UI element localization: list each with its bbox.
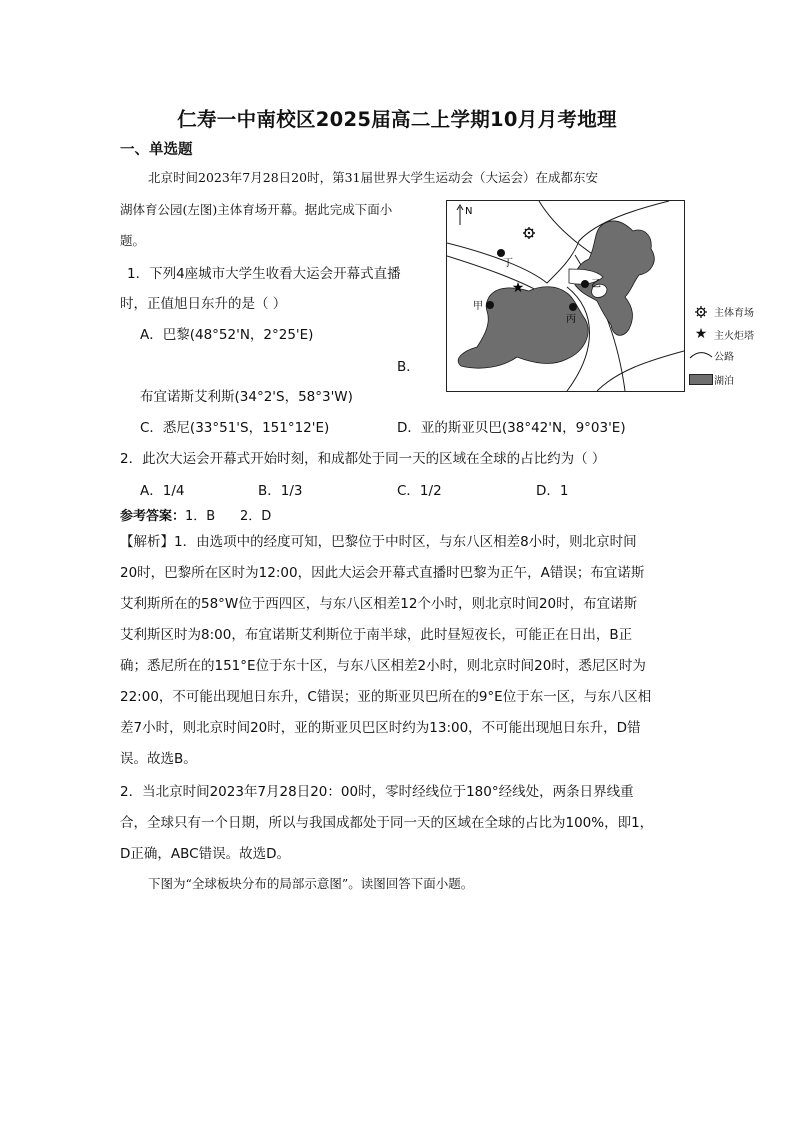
point-yi <box>581 280 589 288</box>
answer-line <box>120 505 271 524</box>
q2-option-c: C．1/2 <box>397 483 442 499</box>
point-ding <box>497 249 505 257</box>
explanation-label: 【解析】 <box>120 534 174 550</box>
legend-item-torch <box>688 326 754 342</box>
explanation-text: 1．由选项中的经度可知，巴黎位于中时区，与东八区相差8小时，则北京时间 <box>174 534 637 550</box>
q2-option-d: D．1 <box>536 483 569 499</box>
stadium-icon <box>523 227 535 239</box>
label-yi: 乙 <box>591 279 601 290</box>
q2-option-a: A．1/4 <box>140 483 185 499</box>
lake-icon <box>688 374 714 385</box>
road-southeast <box>597 351 684 391</box>
explanation-line: 差7小时，则北京时间20时，亚的斯亚贝巴区时约为13:00，不可能出现旭日东升，D错 <box>120 720 641 736</box>
torch-tower-icon: ★ <box>511 280 525 296</box>
explanation-line: 22:00，不可能出现旭日东升，C错误；亚的斯亚贝巴所在的9°E位于东一区，与东八区相 <box>120 689 652 705</box>
q1-stem-line-1: 1．下列4座城市大学生收看大运会开幕式直播 <box>127 266 401 282</box>
legend-label: 公路 <box>714 352 734 363</box>
map-canvas <box>447 201 684 391</box>
q1-option-a: A．巴黎(48°52'N，2°25'E) <box>140 327 314 343</box>
page-title: 仁寿一中南校区2025届高二上学期10月月考地理 <box>177 108 617 131</box>
stadium-icon <box>688 305 714 319</box>
answer-text: 1．B 2．D <box>185 509 272 524</box>
explanation-line: 2．当北京时间2023年7月28日20：00时，零时经线位于180°经线处，两条日界线重 <box>120 784 634 800</box>
explanation-line: 艾利斯所在的58°W位于西四区，与东八区相差12个小时，则北京时间20时，布宜诺斯 <box>120 596 638 612</box>
q1-stem-line-2: 时，正值旭日东升的是（ ） <box>120 296 287 312</box>
explanation-line: 艾利斯区时为8:00，布宜诺斯艾利斯位于南半球，此时昼短夜长，可能正在日出，B正 <box>120 627 633 643</box>
intro-line-1: 北京时间2023年7月28日20时，第31届世界大学生运动会（大运会）在成都东安 <box>148 170 598 185</box>
label-jia: 甲 <box>473 301 483 312</box>
label-bing: 丙 <box>566 314 576 325</box>
explanation-line-1 <box>120 530 637 550</box>
intro-line-2: 湖体育公园(左图)主体育场开幕。据此完成下面小 <box>120 202 393 217</box>
section-heading: 一、单选题 <box>120 142 193 158</box>
main-lake <box>458 287 588 368</box>
road-icon <box>688 351 714 361</box>
q1-option-b-label: B． <box>397 359 420 375</box>
explanation-line: 确；悉尼所在的151°E位于东十区，与东八区相差2小时，则北京时间20时，悉尼区时为 <box>120 658 646 674</box>
explanation-line: 合，全球只有一个日期，所以与我国成都处于同一天的区域在全球的占比为100%，即1， <box>120 815 654 831</box>
q1-option-d: D．亚的斯亚贝巴(38°42'N，9°03'E) <box>397 420 626 436</box>
q2-stem: 2．此次大运会开幕式开始时刻，和成都处于同一天的区域在全球的占比约为（ ） <box>120 451 606 467</box>
explanation-line: 20时，巴黎所在区时为12:00，因此大运会开幕式直播时巴黎为正午，A错误；布宜诺斯 <box>120 565 645 581</box>
legend-item-lake <box>688 372 734 387</box>
q1-option-c: C．悉尼(33°51'S，151°12'E) <box>140 420 330 436</box>
point-jia <box>486 301 494 309</box>
q2-option-b: B．1/3 <box>258 483 303 499</box>
intro-line-3: 题。 <box>120 233 146 248</box>
lake-park-map <box>446 200 685 392</box>
q1-option-b-text: 布宜诺斯艾利斯(34°2'S，58°3'W) <box>140 389 353 405</box>
legend-item-stadium <box>688 304 754 319</box>
road-west <box>447 256 542 293</box>
label-ding: 丁 <box>503 258 513 269</box>
legend-label: 主体育场 <box>714 308 754 319</box>
explanation-line: 误。故选B。 <box>120 751 197 767</box>
torch-tower-icon: ★ <box>694 326 708 342</box>
legend-label: 主火炬塔 <box>714 330 754 342</box>
legend-item-road <box>688 348 734 363</box>
next-question-intro: 下图为“全球板块分布的局部示意图”。读图回答下面小题。 <box>148 876 474 891</box>
point-bing <box>569 303 577 311</box>
legend-label: 湖泊 <box>714 376 734 387</box>
answer-label: 参考答案： <box>120 509 186 524</box>
north-label: N <box>465 206 473 217</box>
explanation-line: D正确，ABC错误。故选D。 <box>120 846 290 862</box>
